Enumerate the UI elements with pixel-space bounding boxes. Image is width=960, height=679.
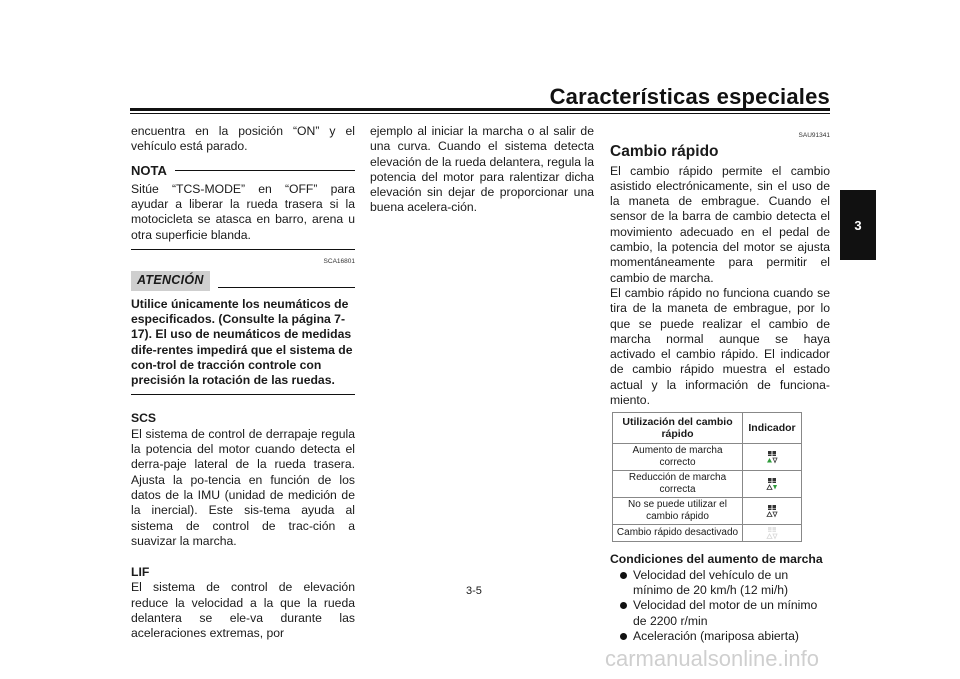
nota-text: Sitúe “TCS-MODE” en “OFF” para ayudar a liberar la rueda trasera si la motocicleta se atasca en barro, arena u otra superficie blanda. (131, 181, 355, 242)
header-rule-thin (130, 113, 830, 114)
page-number: 3-5 (466, 585, 482, 597)
caution-code: SCA16801 (323, 258, 355, 266)
chapter-tab: 3 (840, 190, 876, 260)
table-cell-indicator (743, 525, 802, 542)
quickshift-para-2: El cambio rápido no funciona cuando se tira de la maneta de embrague, por lo que se puede realizar el cambio de marcha normal aunque se haya activado el cambio rápido. El indicador de cambio rápido muestra el estado actual y la información de funciona-miento. (610, 285, 830, 408)
lif-text: El sistema de control de elevación reduce la velocidad a la que la rueda delantera se ele-va durante las aceleraciones extremas, por (131, 580, 355, 641)
list-item: Aceleración (mariposa abierta) (620, 629, 830, 644)
table-cell-indicator (743, 471, 802, 498)
table-cell-label: Aumento de marcha correcto (613, 444, 743, 471)
caution-label: ATENCIÓN (131, 271, 210, 290)
qs-unavailable-icon (766, 504, 778, 518)
lif-continued-text: ejemplo al iniciar la marcha o al salir de una curva. Cuando el sistema detecta elevación de la rueda delantera, regula la potencia del motor para ralentizar dicha elevación sin dejar de proporcionar una buena acelera-ción. (370, 124, 594, 215)
nota-end-rule (131, 249, 355, 250)
table-cell-label: Cambio rápido desactivado (613, 525, 743, 542)
quickshift-table (612, 412, 802, 542)
table-cell-label: No se puede utilizar el cambio rápido (613, 498, 743, 525)
column-2 (370, 124, 594, 216)
caution-heading (131, 271, 355, 290)
nota-heading (131, 163, 355, 178)
table-header-usage: Utilización del cambio rápido (613, 413, 743, 444)
lif-title: LIF (131, 565, 150, 580)
intro-text: encuentra en la posición “ON” y el vehículo está parado. (131, 124, 355, 154)
column-3 (610, 124, 830, 644)
table-cell-indicator (743, 498, 802, 525)
qs-up-active-icon (766, 450, 778, 464)
section-title: Cambio rápido (610, 143, 719, 161)
caution-text: Utilice únicamente los neumáticos de especificados. (Consulte la página 7-17). El uso de neumáticos de medidas dife-rentes impedirá que el sistema de con-trol de tracción controle con precisión la rotación de las ruedas. (131, 296, 353, 388)
header-rule (130, 108, 830, 111)
quickshift-para-1: El cambio rápido permite el cambio asistido electrónicamente, sin el uso de la maneta de embrague. Cuando el sensor de la barra de cambio detecta el movimiento adecuado en el pedal de cambio, la potencia del motor se ajusta momentáneamente para permitir el cambio de marcha. (610, 163, 830, 285)
list-item: Velocidad del vehículo de un mínimo de 20 km/h (12 mi/h) (620, 568, 830, 599)
table-header-row (613, 413, 802, 444)
table-row (613, 525, 802, 542)
page-title: Características especiales (549, 84, 830, 109)
qs-off-icon (766, 526, 778, 540)
table-cell-label: Reducción de marcha correcta (613, 471, 743, 498)
table-cell-indicator (743, 444, 802, 471)
list-item: Velocidad del motor de un mínimo de 2200 r/min (620, 598, 830, 629)
qs-down-active-icon (766, 477, 778, 491)
table-row (613, 471, 802, 498)
scs-text: El sistema de control de derrapaje regula la potencia del motor cuando detecta el derra-paje lateral de la rueda trasera. Ajusta la po-tencia en función de los datos de la IMU (unidad de medición de la inercial). Este sis-tema ayuda al sistema de control de trac-ción a suavizar la marcha. (131, 426, 355, 548)
watermark: carmanualsonline.info (605, 646, 820, 671)
section-code: SAU91341 (798, 132, 830, 139)
table-header-indicator: Indicador (743, 413, 802, 444)
table-row (613, 444, 802, 471)
nota-rule (175, 170, 355, 171)
table-row (613, 498, 802, 525)
conditions-list (610, 568, 830, 644)
caution-end-rule (131, 394, 355, 395)
scs-title: SCS (131, 411, 157, 426)
conditions-title: Condiciones del aumento de marcha (610, 552, 823, 567)
nota-label: NOTA (131, 162, 167, 178)
column-1 (131, 124, 355, 642)
caution-rule (218, 287, 355, 288)
